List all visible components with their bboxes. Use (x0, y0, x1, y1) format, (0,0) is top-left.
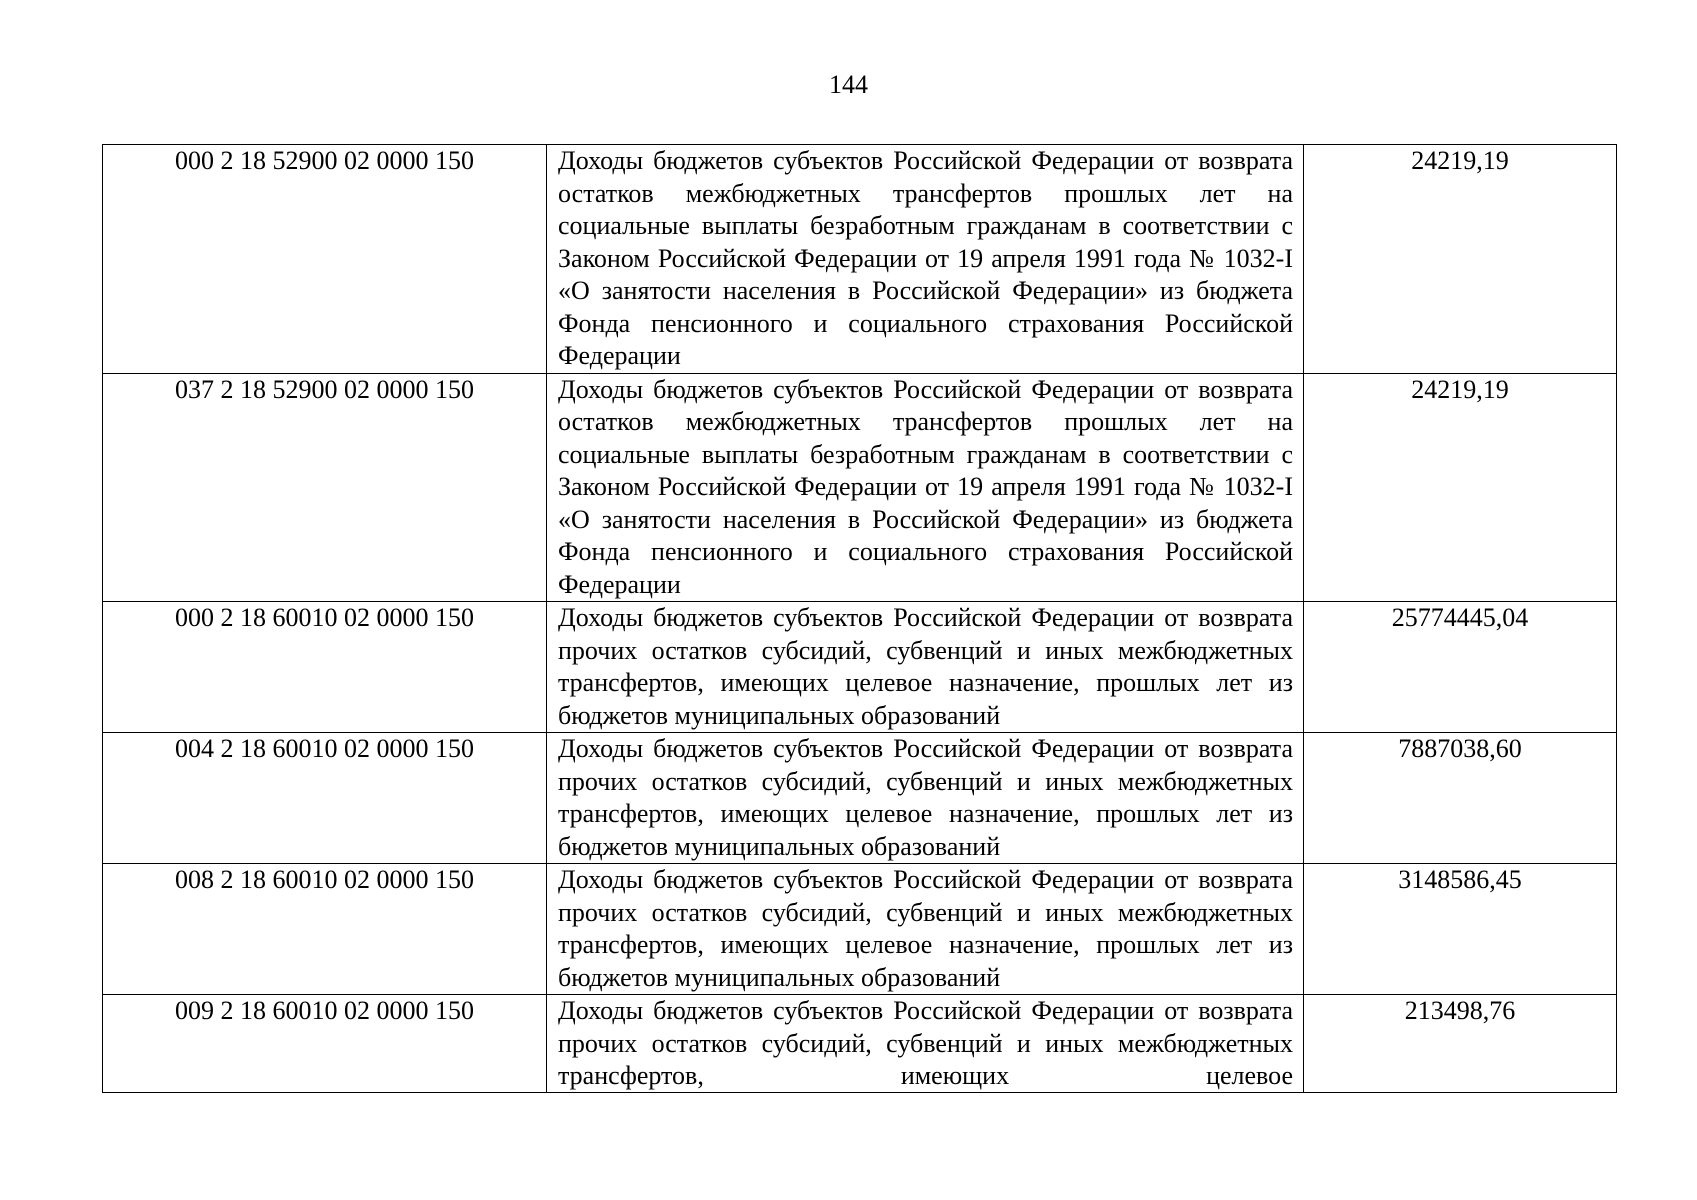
revenue-code-cell: 009 2 18 60010 02 0000 150 (103, 995, 547, 1093)
revenue-amount-cell: 24219,19 (1304, 145, 1617, 374)
table-row (103, 145, 1617, 374)
revenue-amount-cell: 3148586,45 (1304, 864, 1617, 995)
revenue-name-cell: Доходы бюджетов субъектов Российской Федерации от возврата прочих остатков субсидий, субвенций и иных межбюджетных трансфертов, имеющих целевое назначение, прошлых лет из бюджетов муниципальных образований (547, 864, 1304, 995)
table-row (103, 373, 1617, 602)
revenue-name-cell: Доходы бюджетов субъектов Российской Федерации от возврата прочих остатков субсидий, субвенций и иных межбюджетных трансфертов, имеющих целевое назначение, прошлых лет из бюджетов муниципальных образований (547, 733, 1304, 864)
revenue-amount-cell: 213498,76 (1304, 995, 1617, 1093)
revenue-name-text: Доходы бюджетов субъектов Российской Федерации от возврата прочих остатков субсидий, субвенций и иных межбюджетных трансфертов, имеющих целевое (558, 996, 1293, 1090)
table-row (103, 995, 1617, 1093)
table-row (103, 864, 1617, 995)
table-row (103, 733, 1617, 864)
table-row (103, 602, 1617, 733)
revenue-code-cell: 004 2 18 60010 02 0000 150 (103, 733, 547, 864)
revenue-code-cell: 037 2 18 52900 02 0000 150 (103, 373, 547, 602)
budget-revenue-table (102, 144, 1617, 1093)
revenue-code-cell: 008 2 18 60010 02 0000 150 (103, 864, 547, 995)
revenue-code-cell: 000 2 18 52900 02 0000 150 (103, 145, 547, 374)
revenue-amount-cell: 7887038,60 (1304, 733, 1617, 864)
page-number: 144 (829, 70, 868, 99)
revenue-name-cell: Доходы бюджетов субъектов Российской Федерации от возврата остатков межбюджетных трансфертов прошлых лет на социальные выплаты безработным гражданам в соответствии с Законом Российской Федерации от 19 апреля 1991 года № 1032-I «О занятости населения в Российской Федерации» из бюджета Фонда пенсионного и социального страхования Российской Федерации (547, 145, 1304, 374)
revenue-name-cell: Доходы бюджетов субъектов Российской Федерации от возврата остатков межбюджетных трансфертов прошлых лет на социальные выплаты безработным гражданам в соответствии с Законом Российской Федерации от 19 апреля 1991 года № 1032-I «О занятости населения в Российской Федерации» из бюджета Фонда пенсионного и социального страхования Российской Федерации (547, 373, 1304, 602)
revenue-name-cell (547, 995, 1304, 1093)
revenue-code-cell: 000 2 18 60010 02 0000 150 (103, 602, 547, 733)
revenue-amount-cell: 24219,19 (1304, 373, 1617, 602)
revenue-amount-cell: 25774445,04 (1304, 602, 1617, 733)
revenue-name-cell: Доходы бюджетов субъектов Российской Федерации от возврата прочих остатков субсидий, субвенций и иных межбюджетных трансфертов, имеющих целевое назначение, прошлых лет из бюджетов муниципальных образований (547, 602, 1304, 733)
